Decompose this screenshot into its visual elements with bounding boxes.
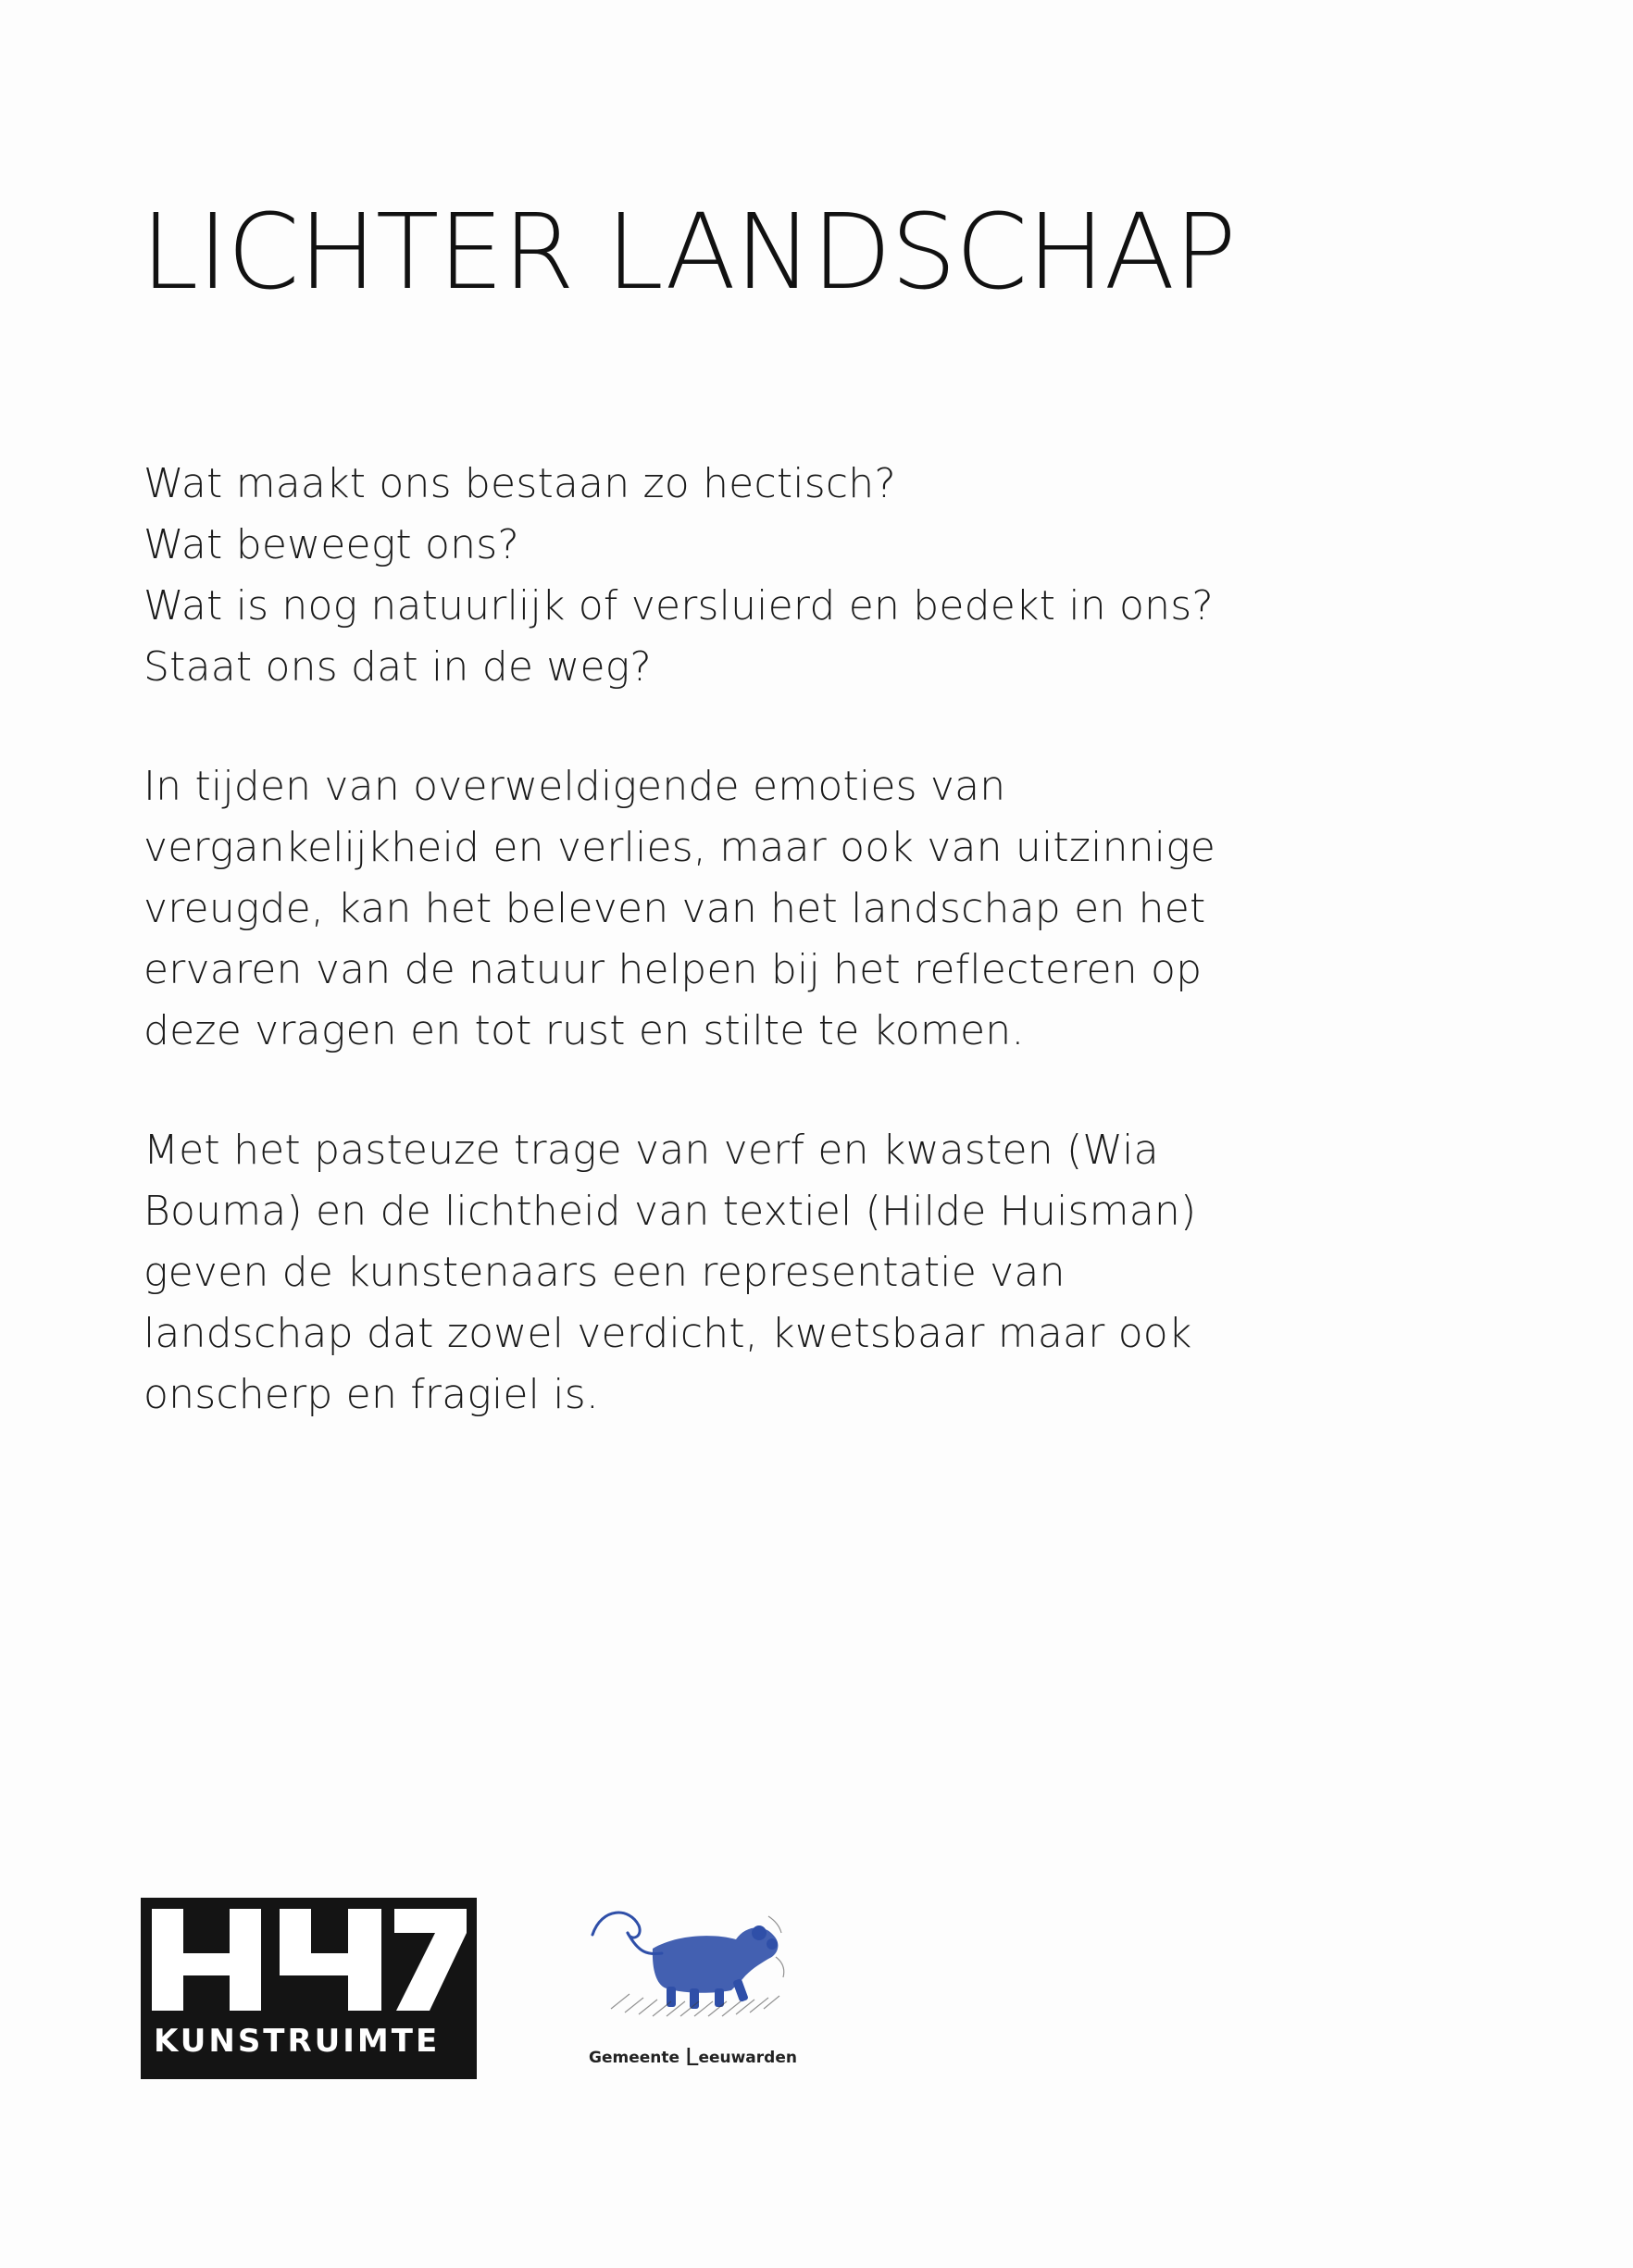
text-line: onscherp en fragiel is.: [143, 1371, 600, 1418]
gemeente-label: [589, 2044, 797, 2072]
text-line: vreugde, kan het beleven van het landschap en het: [143, 885, 1206, 932]
document-title: LICHTER LANDSCHAP: [141, 193, 1236, 313]
gemeente-leeuwarden-logo: [574, 1898, 815, 2079]
text-line: Wat beweegt ons?: [143, 521, 519, 568]
paragraph-artists: [143, 1120, 1514, 1426]
h47-kunstruimte-logo: [141, 1898, 477, 2079]
lion-emblem-icon: [574, 1898, 796, 2037]
paragraph-emotions: [143, 756, 1514, 1062]
text-line: Met het pasteuze trage van verf en kwasten (Wia: [143, 1127, 1159, 1174]
gemeente-label-rest: eeuwarden: [698, 2049, 797, 2067]
gemeente-label-initial: L: [684, 2044, 699, 2072]
text-line: Wat is nog natuurlijk of versluierd en bedekt in ons?: [143, 582, 1214, 629]
text-line: deze vragen en tot rust en stilte te komen.: [143, 1007, 1025, 1054]
text-line: Staat ons dat in de weg?: [143, 643, 652, 691]
text-line: landschap dat zowel verdicht, kwetsbaar maar ook: [143, 1310, 1192, 1357]
text-line: Wat maakt ons bestaan zo hectisch?: [143, 460, 896, 507]
logo-row: [141, 1898, 826, 2083]
paragraph-questions: [143, 454, 1514, 698]
text-line: vergankelijkheid en verlies, maar ook van uitzinnige: [143, 824, 1216, 871]
text-line: Bouma) en de lichtheid van textiel (Hilde Huisman): [143, 1188, 1197, 1235]
h47-mark-icon: [152, 1909, 467, 2011]
text-line: geven de kunstenaars een representatie van: [143, 1249, 1066, 1296]
text-line: ervaren van de natuur helpen bij het reflecteren op: [143, 946, 1203, 993]
h47-subtitle: KUNSTRUIMTE: [154, 2023, 441, 2060]
gemeente-label-prefix: Gemeente: [589, 2049, 685, 2067]
body-text: [143, 454, 1514, 1484]
text-line: In tijden van overweldigende emoties van: [143, 763, 1006, 810]
